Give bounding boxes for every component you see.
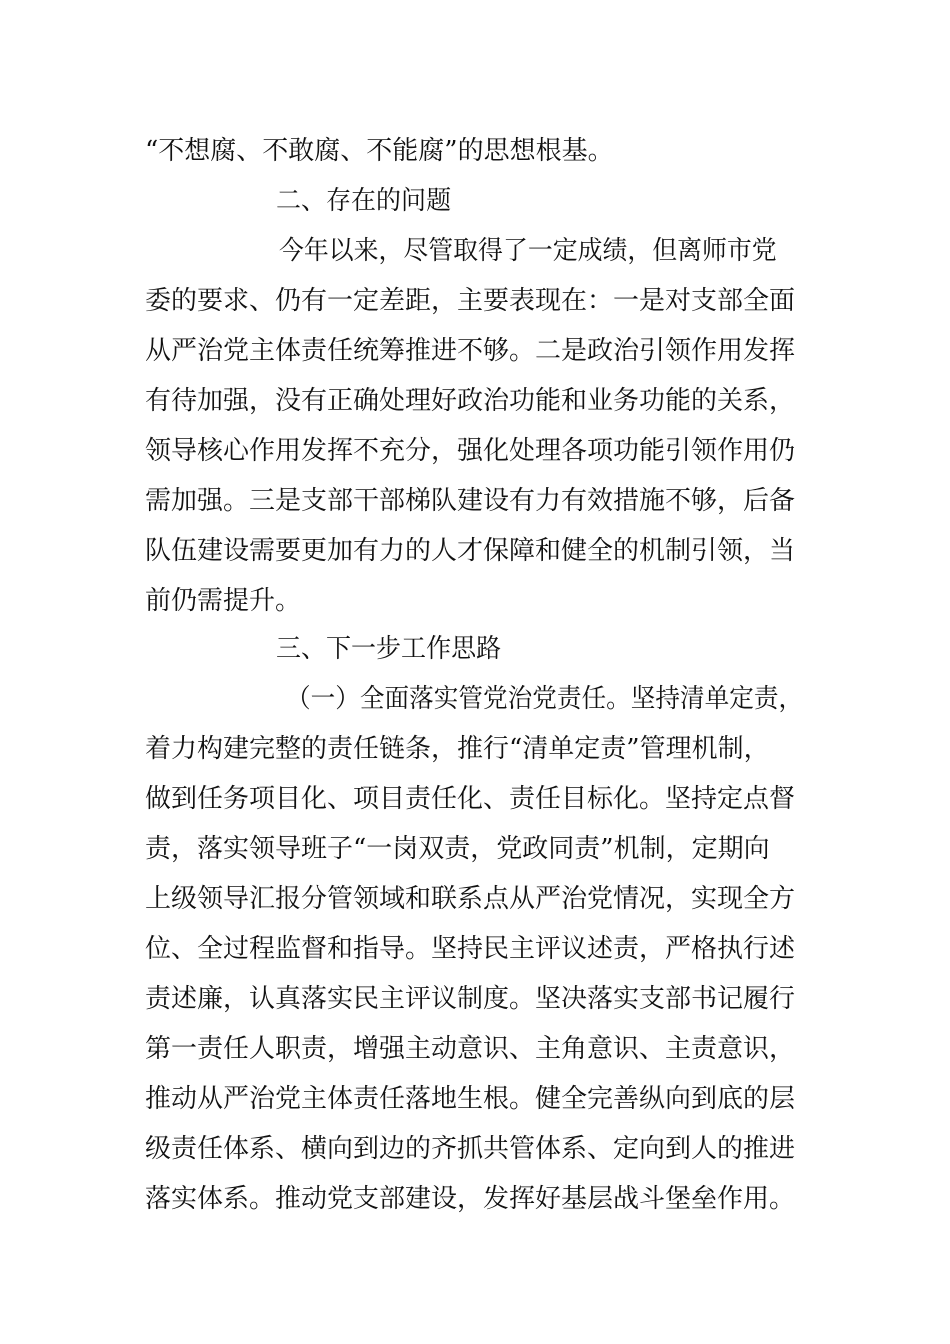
paragraph-line: 上级领导汇报分管领域和联系点从严治党情况，实现全方 — [145, 884, 796, 914]
section-heading-problems: 二、存在的问题 — [276, 186, 452, 216]
paragraph-line: 落实体系。推动党支部建设，发挥好基层战斗堡垒作用。 — [145, 1184, 796, 1214]
paragraph-line: （一）全面落实管党治党责任。坚持清单定责， — [286, 684, 804, 714]
paragraph-line: “不想腐、不敢腐、不能腐”的思想根基。 — [145, 136, 614, 166]
paragraph-line: 位、全过程监督和指导。坚持民主评议述责，严格执行述 — [145, 934, 796, 964]
paragraph-line: 责，落实领导班子“一岗双责，党政同责”机制，定期向 — [145, 834, 770, 864]
paragraph-line: 领导核心作用发挥不充分，强化处理各项功能引领作用仍 — [145, 436, 796, 466]
paragraph-line: 推动从严治党主体责任落地生根。健全完善纵向到底的层 — [145, 1084, 796, 1114]
section-heading-next-steps: 三、下一步工作思路 — [276, 634, 502, 664]
paragraph-line: 从严治党主体责任统筹推进不够。二是政治引领作用发挥 — [145, 336, 796, 366]
paragraph-line: 委的要求、仍有一定差距，主要表现在：一是对支部全面 — [145, 286, 796, 316]
paragraph-line: 需加强。三是支部干部梯队建设有力有效措施不够，后备 — [145, 486, 796, 516]
paragraph-line: 有待加强，没有正确处理好政治功能和业务功能的关系， — [145, 386, 796, 416]
paragraph-line: 队伍建设需要更加有力的人才保障和健全的机制引领，当 — [145, 536, 796, 566]
paragraph-line: 今年以来，尽管取得了一定成绩，但离师市党 — [279, 236, 777, 266]
paragraph-line: 做到任务项目化、项目责任化、责任目标化。坚持定点督 — [145, 784, 796, 814]
paragraph-line: 级责任体系、横向到边的齐抓共管体系、定向到人的推进 — [145, 1134, 796, 1164]
paragraph-line: 前仍需提升。 — [145, 586, 302, 616]
paragraph-line: 第一责任人职责，增强主动意识、主角意识、主责意识， — [145, 1034, 796, 1064]
paragraph-line: 责述廉，认真落实民主评议制度。坚决落实支部书记履行 — [145, 984, 796, 1014]
paragraph-line: 着力构建完整的责任链条，推行“清单定责”管理机制， — [145, 734, 770, 764]
